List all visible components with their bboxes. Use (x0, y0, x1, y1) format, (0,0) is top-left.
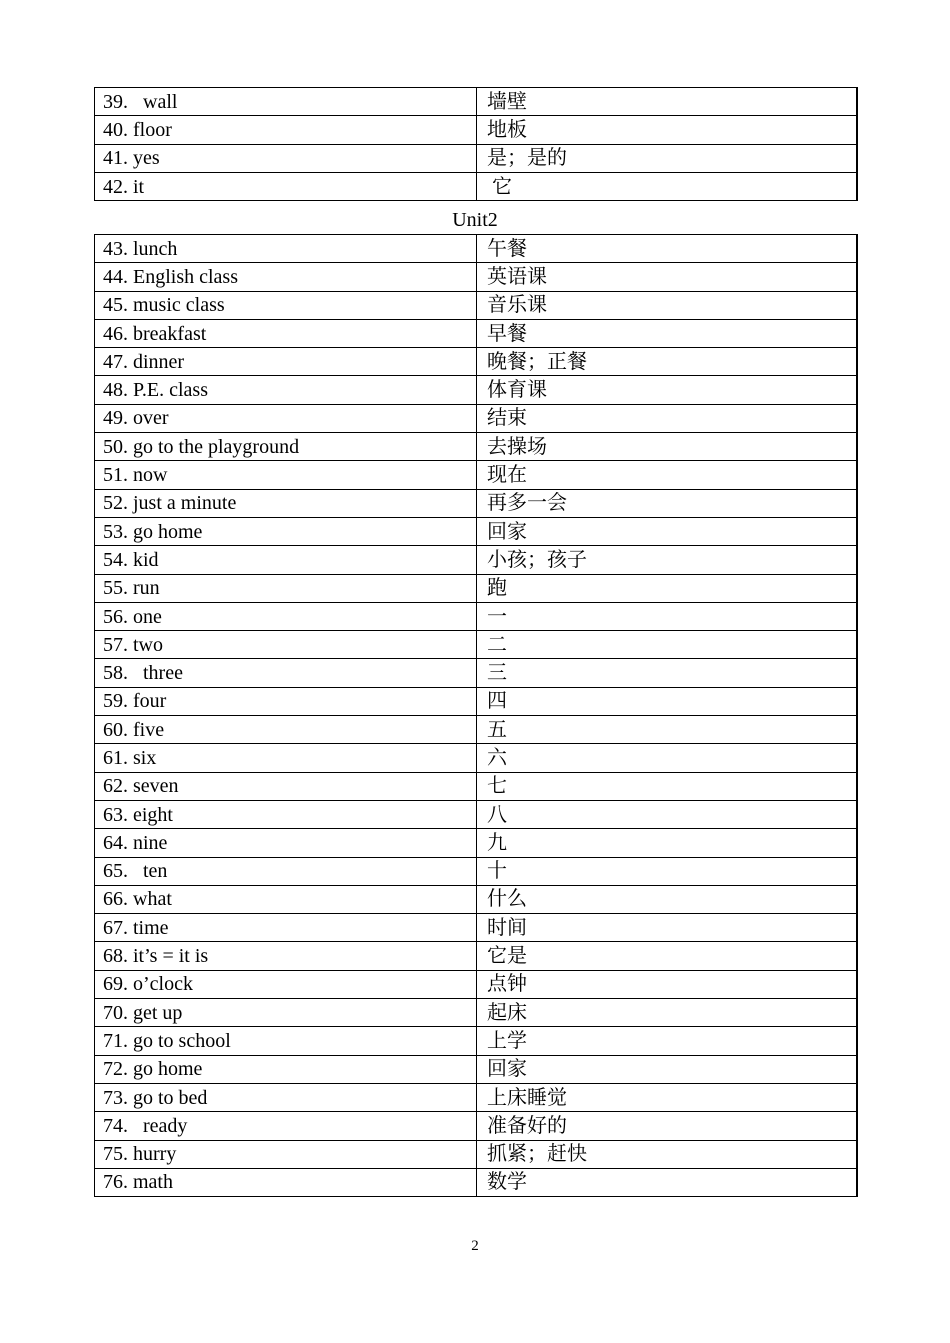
vocab-row (95, 744, 858, 772)
vocab-row (95, 376, 858, 404)
vocab-row (95, 772, 858, 800)
chinese-meaning-cell: 什么 (477, 885, 858, 913)
english-word-cell: 71. go to school (95, 1027, 477, 1055)
english-word-cell: 56. one (95, 602, 477, 630)
english-word-cell: 60. five (95, 716, 477, 744)
chinese-meaning-cell: 跑 (477, 574, 858, 602)
english-word-cell: 49. over (95, 404, 477, 432)
english-word-cell: 58. three (95, 659, 477, 687)
vocab-row (95, 1083, 858, 1111)
vocab-row (95, 687, 858, 715)
vocab-row (95, 88, 858, 116)
vocab-row (95, 970, 858, 998)
chinese-meaning-cell: 它是 (477, 942, 858, 970)
vocab-row (95, 1055, 858, 1083)
english-word-cell: 46. breakfast (95, 319, 477, 347)
english-word-cell: 53. go home (95, 517, 477, 545)
chinese-meaning-cell: 晚餐；正餐 (477, 348, 858, 376)
chinese-meaning-cell: 点钟 (477, 970, 858, 998)
english-word-cell: 42. it (95, 172, 477, 200)
vocab-row (95, 263, 858, 291)
chinese-meaning-cell: 现在 (477, 461, 858, 489)
chinese-meaning-cell: 英语课 (477, 263, 858, 291)
chinese-meaning-cell: 音乐课 (477, 291, 858, 319)
vocab-row (95, 1140, 858, 1168)
vocab-row (95, 517, 858, 545)
english-word-cell: 50. go to the playground (95, 433, 477, 461)
vocab-row (95, 885, 858, 913)
vocab-row (95, 1168, 858, 1196)
english-word-cell: 64. nine (95, 829, 477, 857)
chinese-meaning-cell: 数学 (477, 1168, 858, 1196)
vocab-row (95, 404, 858, 432)
chinese-meaning-cell: 七 (477, 772, 858, 800)
vocab-table-top-body (95, 88, 858, 201)
english-word-cell: 44. English class (95, 263, 477, 291)
unit-heading: Unit2 (452, 209, 498, 231)
vocab-row (95, 800, 858, 828)
english-word-cell: 54. kid (95, 546, 477, 574)
vocab-row (95, 546, 858, 574)
chinese-meaning-cell: 回家 (477, 1055, 858, 1083)
english-word-cell: 65. ten (95, 857, 477, 885)
chinese-meaning-cell: 二 (477, 631, 858, 659)
english-word-cell: 48. P.E. class (95, 376, 477, 404)
chinese-meaning-cell: 起床 (477, 999, 858, 1027)
vocab-row (95, 914, 858, 942)
vocab-row (95, 489, 858, 517)
english-word-cell: 40. floor (95, 116, 477, 144)
chinese-meaning-cell: 四 (477, 687, 858, 715)
vocab-row (95, 172, 858, 200)
vocab-row (95, 235, 858, 263)
vocab-table-unit2 (94, 234, 858, 1197)
vocab-row (95, 857, 858, 885)
vocab-row (95, 144, 858, 172)
english-word-cell: 39. wall (95, 88, 477, 116)
english-word-cell: 51. now (95, 461, 477, 489)
vocab-row (95, 716, 858, 744)
english-word-cell: 61. six (95, 744, 477, 772)
vocab-row (95, 999, 858, 1027)
vocab-row (95, 659, 858, 687)
english-word-cell: 69. o’clock (95, 970, 477, 998)
chinese-meaning-cell: 墙壁 (477, 88, 858, 116)
english-word-cell: 76. math (95, 1168, 477, 1196)
chinese-meaning-cell: 回家 (477, 517, 858, 545)
vocab-table-top (94, 87, 858, 201)
chinese-meaning-cell: 去操场 (477, 433, 858, 461)
english-word-cell: 45. music class (95, 291, 477, 319)
vocab-row (95, 1112, 858, 1140)
vocab-table-unit2-body (95, 235, 858, 1197)
english-word-cell: 41. yes (95, 144, 477, 172)
chinese-meaning-cell: 小孩；孩子 (477, 546, 858, 574)
chinese-meaning-cell: 结束 (477, 404, 858, 432)
chinese-meaning-cell: 时间 (477, 914, 858, 942)
chinese-meaning-cell: 一 (477, 602, 858, 630)
english-word-cell: 59. four (95, 687, 477, 715)
page-number: 2 (471, 1238, 479, 1254)
vocab-row (95, 291, 858, 319)
vocab-row (95, 631, 858, 659)
vocab-row (95, 433, 858, 461)
chinese-meaning-cell: 上床睡觉 (477, 1083, 858, 1111)
english-word-cell: 74. ready (95, 1112, 477, 1140)
chinese-meaning-cell: 午餐 (477, 235, 858, 263)
english-word-cell: 55. run (95, 574, 477, 602)
chinese-meaning-cell: 九 (477, 829, 858, 857)
vocab-row (95, 829, 858, 857)
english-word-cell: 47. dinner (95, 348, 477, 376)
vocab-row (95, 348, 858, 376)
chinese-meaning-cell: 六 (477, 744, 858, 772)
english-word-cell: 63. eight (95, 800, 477, 828)
english-word-cell: 66. what (95, 885, 477, 913)
english-word-cell: 68. it’s = it is (95, 942, 477, 970)
vocab-row (95, 1027, 858, 1055)
chinese-meaning-cell: 体育课 (477, 376, 858, 404)
vocab-row (95, 942, 858, 970)
vocab-row (95, 319, 858, 347)
chinese-meaning-cell: 它 (477, 172, 858, 200)
chinese-meaning-cell: 抓紧；赶快 (477, 1140, 858, 1168)
chinese-meaning-cell: 准备好的 (477, 1112, 858, 1140)
english-word-cell: 72. go home (95, 1055, 477, 1083)
chinese-meaning-cell: 十 (477, 857, 858, 885)
english-word-cell: 62. seven (95, 772, 477, 800)
english-word-cell: 52. just a minute (95, 489, 477, 517)
chinese-meaning-cell: 五 (477, 716, 858, 744)
english-word-cell: 57. two (95, 631, 477, 659)
english-word-cell: 70. get up (95, 999, 477, 1027)
vocab-row (95, 574, 858, 602)
english-word-cell: 73. go to bed (95, 1083, 477, 1111)
chinese-meaning-cell: 早餐 (477, 319, 858, 347)
chinese-meaning-cell: 八 (477, 800, 858, 828)
chinese-meaning-cell: 是；是的 (477, 144, 858, 172)
english-word-cell: 75. hurry (95, 1140, 477, 1168)
chinese-meaning-cell: 三 (477, 659, 858, 687)
english-word-cell: 67. time (95, 914, 477, 942)
english-word-cell: 43. lunch (95, 235, 477, 263)
chinese-meaning-cell: 再多一会 (477, 489, 858, 517)
vocab-row (95, 602, 858, 630)
vocab-row (95, 116, 858, 144)
chinese-meaning-cell: 上学 (477, 1027, 858, 1055)
chinese-meaning-cell: 地板 (477, 116, 858, 144)
vocab-row (95, 461, 858, 489)
